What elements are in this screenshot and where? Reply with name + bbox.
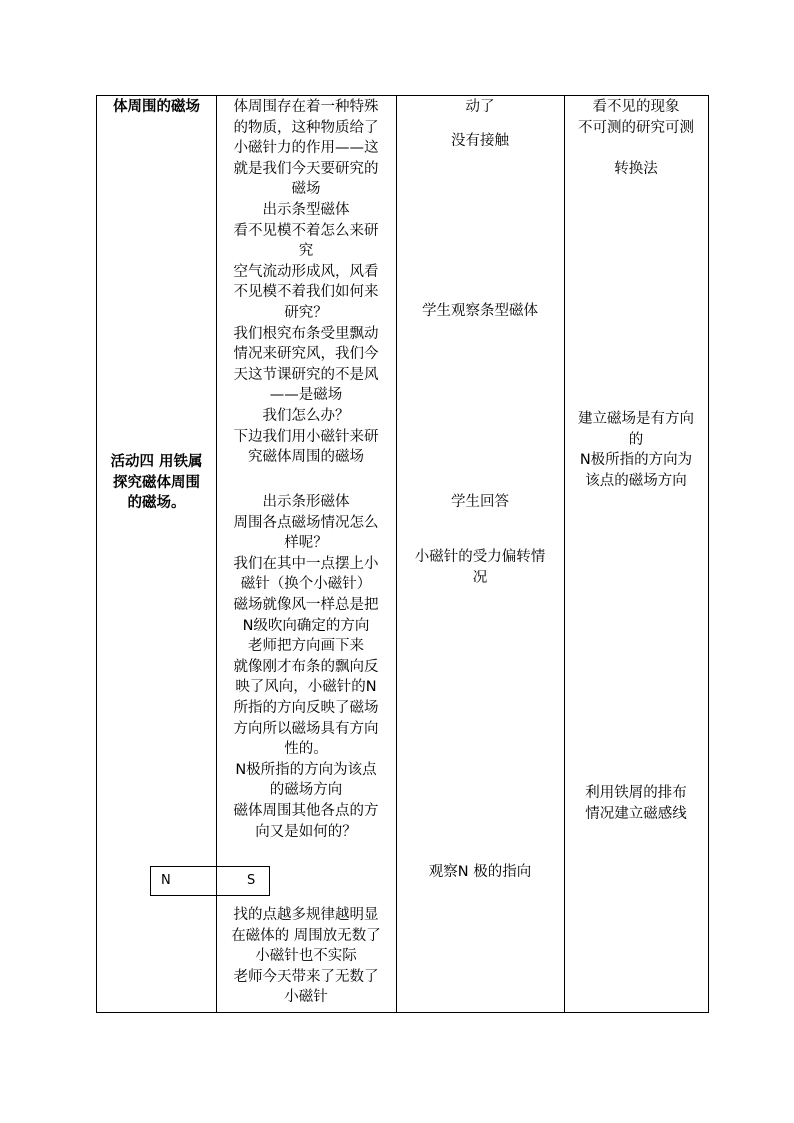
teacher-text-line: 的磁场方向 <box>269 782 343 799</box>
teacher-text-line: 天这节课研究的不是风 <box>233 366 379 383</box>
teacher-text-line: 磁场就像风一样总是把 <box>233 597 379 613</box>
teacher-text-line: 体周围存在着一种特殊 <box>233 99 379 115</box>
design-intent-column <box>564 96 708 1012</box>
student-text: 没有接触 <box>451 133 509 149</box>
teacher-text-line: 我们怎么办？ <box>262 408 350 424</box>
teacher-text-line: 老师把方向画下来 <box>248 638 364 655</box>
intent-text: 情况建立磁感线 <box>585 805 687 822</box>
magnet-south-label: S <box>247 873 256 888</box>
teacher-text-line: 出示条形磁体 <box>262 494 350 510</box>
student-text: 学生回答 <box>451 494 509 510</box>
teacher-text-line: 空气流动形成风，风看 <box>233 263 379 280</box>
teacher-text-line: 的物质，这种物质给了 <box>233 119 379 136</box>
teacher-text-line: 就是我们今天要研究的 <box>233 160 379 177</box>
student-text: 动了 <box>465 99 495 115</box>
teacher-text-line: 我们根究布条受里飘动 <box>233 325 379 342</box>
teacher-text-line: 磁场 <box>291 181 321 198</box>
teacher-text-line: 就像刚才布条的飘向反 <box>233 658 379 675</box>
intent-text: 利用铁屑的排布 <box>585 785 687 801</box>
teacher-text-line: 向又是如何的？ <box>255 823 357 840</box>
bar-magnet-diagram <box>150 866 270 896</box>
teacher-text-line: 方向所以磁场具有方向 <box>233 720 379 737</box>
teacher-text-line: 性的。 <box>284 741 328 758</box>
student-text: 观察N 极的指向 <box>428 864 532 880</box>
teacher-text-line: 磁体周围其他各点的方 <box>233 803 379 819</box>
student-activity-column <box>396 96 564 1012</box>
teacher-text-line: 磁针（换个小磁针） <box>240 576 372 593</box>
teacher-text-line: 出示条型磁体 <box>262 202 350 218</box>
intent-text: 看不见的现象 <box>592 99 680 115</box>
activity-title-line: 活动四 用铁属 <box>110 454 203 470</box>
intent-text: 不可测的研究可测 <box>578 119 694 136</box>
teacher-text-line: 找的点越多规律越明显 <box>233 907 379 923</box>
intent-text: 转换法 <box>614 161 658 177</box>
teacher-text-line: 小磁针力的作用——这 <box>233 140 379 157</box>
intent-text: 该点的磁场方向 <box>585 472 687 489</box>
teacher-text-line: 不见模不着我们如何来 <box>233 284 379 301</box>
intent-text: N极所指的方向为 <box>579 452 693 469</box>
teacher-text-line: 看不见模不着怎么来研 <box>233 222 379 239</box>
student-text: 学生观察条型磁体 <box>422 303 538 319</box>
teacher-text-line: 我们在其中一点摆上小 <box>233 555 379 572</box>
teacher-text-line: 究 <box>298 243 314 260</box>
teacher-text-line: 样呢？ <box>284 535 328 552</box>
teacher-text-line: 下边我们用小磁针来研 <box>233 428 379 445</box>
teacher-text-line: 究磁体周围的磁场 <box>248 449 364 466</box>
teacher-text-line: 情况来研究风，我们今 <box>233 346 379 363</box>
teacher-text-line: ——是磁场 <box>269 387 343 404</box>
teacher-text-line: N极所指的方向为该点 <box>235 761 377 778</box>
magnet-north-label: N <box>161 873 171 888</box>
teacher-text-line: 周围各点磁场情况怎么 <box>233 514 379 531</box>
teacher-text-line: 研究？ <box>284 305 328 321</box>
intent-text: 的 <box>628 431 644 448</box>
teacher-text-line: 在磁体的 周围放无数了 <box>231 927 381 944</box>
intent-text: 建立磁场是有方向 <box>578 411 694 427</box>
activity-title-continued: 体周围的磁场 <box>113 99 200 115</box>
student-text: 小磁针的受力偏转情 <box>414 549 546 565</box>
teacher-text-line: 小磁针也不实际 <box>255 948 357 965</box>
activity-title-line: 的磁场。 <box>127 495 186 512</box>
teacher-text-line: 所指的方向反映了磁场 <box>233 700 379 716</box>
student-text: 况 <box>472 569 488 586</box>
teacher-text-line: 小磁针 <box>284 989 328 1006</box>
teacher-text-line: 映了风向，小磁针的N <box>235 679 377 696</box>
activity-title-line: 探究磁体周围 <box>113 474 200 491</box>
teacher-text-line: 老师今天带来了无数了 <box>233 968 379 985</box>
teacher-text-line: N级吹向确定的方向 <box>242 617 370 634</box>
